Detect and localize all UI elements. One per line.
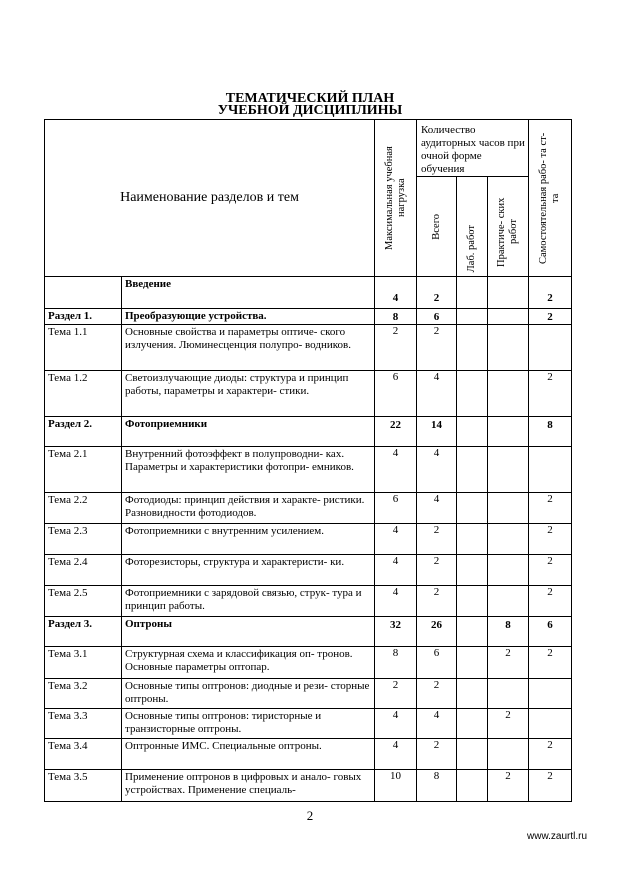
table-row <box>45 417 572 447</box>
row-name: Основные типы оптронов: диодные и рези- сторные оптроны. <box>122 679 375 709</box>
row-code: Раздел 3. <box>45 617 122 647</box>
row-prac <box>488 524 529 555</box>
row-total: 4 <box>417 447 457 493</box>
row-lab <box>457 679 488 709</box>
row-code: Тема 1.2 <box>45 371 122 417</box>
row-lab <box>457 309 488 325</box>
row-total: 4 <box>417 709 457 739</box>
row-lab <box>457 586 488 617</box>
row-self <box>529 679 572 709</box>
row-total: 2 <box>417 586 457 617</box>
row-lab <box>457 647 488 679</box>
row-max: 2 <box>375 679 417 709</box>
row-total: 26 <box>417 617 457 647</box>
row-self: 2 <box>529 647 572 679</box>
row-lab <box>457 447 488 493</box>
row-max: 2 <box>375 325 417 371</box>
row-total: 4 <box>417 371 457 417</box>
row-lab <box>457 524 488 555</box>
table-row <box>45 493 572 524</box>
header-row-top <box>45 120 572 177</box>
row-code: Раздел 1. <box>45 309 122 325</box>
row-max: 6 <box>375 371 417 417</box>
table-row <box>45 309 572 325</box>
column-header-independent <box>529 120 572 277</box>
column-header-lab-text: Лаб. работ <box>466 224 478 272</box>
row-lab <box>457 417 488 447</box>
row-name: Светоизлучающие диоды: структура и принцип работы, параметры и характери- стики. <box>122 371 375 417</box>
row-name: Оптронные ИМС. Специальные оптроны. <box>122 739 375 770</box>
row-code: Раздел 2. <box>45 417 122 447</box>
row-code: Тема 3.3 <box>45 709 122 739</box>
row-total: 2 <box>417 739 457 770</box>
column-header-independent-text: Самостоятельная рабо- та ст-та <box>538 132 562 264</box>
table-body <box>45 277 572 802</box>
website-footer: www.zaurtl.ru <box>527 831 588 842</box>
table-row <box>45 277 572 309</box>
row-prac <box>488 586 529 617</box>
row-self: 2 <box>529 555 572 586</box>
table-row <box>45 770 572 802</box>
row-prac <box>488 679 529 709</box>
row-name: Фоторезисторы, структура и характеристи- ки. <box>122 555 375 586</box>
row-total: 2 <box>417 555 457 586</box>
row-prac <box>488 309 529 325</box>
row-lab <box>457 739 488 770</box>
page-number: 2 <box>306 808 314 823</box>
row-total: 8 <box>417 770 457 802</box>
row-max: 4 <box>375 586 417 617</box>
row-self: 2 <box>529 493 572 524</box>
table-row <box>45 679 572 709</box>
row-total: 2 <box>417 277 457 309</box>
table-row <box>45 325 572 371</box>
table-row <box>45 555 572 586</box>
document-title-line2: УЧЕБНОЙ ДИСЦИПЛИНЫ <box>217 103 403 118</box>
row-max: 4 <box>375 447 417 493</box>
row-lab <box>457 617 488 647</box>
row-name: Фотоприемники с зарядовой связью, струк- тура и принцип работы. <box>122 586 375 617</box>
row-lab <box>457 325 488 371</box>
table-row <box>45 709 572 739</box>
row-name: Фотоприемники с внутренним усилением. <box>122 524 375 555</box>
row-self: 2 <box>529 739 572 770</box>
row-max: 6 <box>375 493 417 524</box>
row-lab <box>457 493 488 524</box>
row-total: 2 <box>417 679 457 709</box>
row-self <box>529 709 572 739</box>
row-name: Фотодиоды: принцип действия и характе- ристики. Разновидности фотодиодов. <box>122 493 375 524</box>
row-prac <box>488 493 529 524</box>
row-name: Введение <box>122 277 375 309</box>
row-max: 4 <box>375 555 417 586</box>
row-code <box>45 277 122 309</box>
row-max: 4 <box>375 709 417 739</box>
row-prac: 2 <box>488 709 529 739</box>
row-self: 8 <box>529 417 572 447</box>
column-header-practical <box>488 177 529 277</box>
row-max: 32 <box>375 617 417 647</box>
row-name: Внутренний фотоэффект в полупроводни- ках. Параметры и характеристики фотопри- емников. <box>122 447 375 493</box>
row-code: Тема 2.5 <box>45 586 122 617</box>
row-prac <box>488 447 529 493</box>
row-code: Тема 2.1 <box>45 447 122 493</box>
row-lab <box>457 555 488 586</box>
table-row <box>45 447 572 493</box>
column-header-practical-text: Практиче- ских работ <box>496 197 520 267</box>
row-self: 2 <box>529 277 572 309</box>
row-total: 6 <box>417 647 457 679</box>
row-self <box>529 325 572 371</box>
row-max: 4 <box>375 277 417 309</box>
row-max: 4 <box>375 739 417 770</box>
row-lab <box>457 709 488 739</box>
row-prac: 2 <box>488 770 529 802</box>
row-total: 2 <box>417 524 457 555</box>
column-header-max-load <box>375 120 417 277</box>
row-prac <box>488 417 529 447</box>
row-name: Структурная схема и классификация оп- тронов. Основные параметры оптопар. <box>122 647 375 679</box>
table-row <box>45 524 572 555</box>
row-name: Основные типы оптронов: тиристорные и транзисторные оптроны. <box>122 709 375 739</box>
row-self <box>529 447 572 493</box>
row-prac <box>488 325 529 371</box>
row-max: 8 <box>375 309 417 325</box>
row-total: 14 <box>417 417 457 447</box>
row-name: Фотоприемники <box>122 417 375 447</box>
table-row <box>45 371 572 417</box>
row-prac <box>488 371 529 417</box>
row-self: 2 <box>529 770 572 802</box>
thematic-plan-table <box>44 119 572 802</box>
table-row <box>45 647 572 679</box>
row-self: 2 <box>529 371 572 417</box>
row-max: 22 <box>375 417 417 447</box>
row-self: 6 <box>529 617 572 647</box>
row-prac: 2 <box>488 647 529 679</box>
row-code: Тема 3.1 <box>45 647 122 679</box>
table-row <box>45 739 572 770</box>
row-code: Тема 3.5 <box>45 770 122 802</box>
table-row <box>45 617 572 647</box>
column-header-max-load-text: Максимальная учебная нагрузка <box>383 146 407 250</box>
row-total: 2 <box>417 325 457 371</box>
row-max: 4 <box>375 524 417 555</box>
row-prac <box>488 739 529 770</box>
row-code: Тема 3.2 <box>45 679 122 709</box>
row-max: 10 <box>375 770 417 802</box>
column-header-name: Наименование разделов и тем <box>45 120 375 277</box>
row-code: Тема 2.4 <box>45 555 122 586</box>
row-self: 2 <box>529 309 572 325</box>
row-lab <box>457 770 488 802</box>
row-self: 2 <box>529 586 572 617</box>
row-name: Преобразующие устройства. <box>122 309 375 325</box>
row-name: Применение оптронов в цифровых и анало- говых устройствах. Применение специаль- <box>122 770 375 802</box>
column-header-aud-hours: Количество аудиторных часов при очной форме обучения <box>417 120 529 177</box>
column-header-total <box>417 177 457 277</box>
row-lab <box>457 371 488 417</box>
row-code: Тема 2.2 <box>45 493 122 524</box>
column-header-lab <box>457 177 488 277</box>
row-lab <box>457 277 488 309</box>
row-name: Оптроны <box>122 617 375 647</box>
row-prac <box>488 277 529 309</box>
row-code: Тема 3.4 <box>45 739 122 770</box>
row-name: Основные свойства и параметры оптиче- ского излучения. Люминесценция полупро- водников. <box>122 325 375 371</box>
row-total: 4 <box>417 493 457 524</box>
row-prac: 8 <box>488 617 529 647</box>
row-self: 2 <box>529 524 572 555</box>
row-code: Тема 2.3 <box>45 524 122 555</box>
row-total: 6 <box>417 309 457 325</box>
row-max: 8 <box>375 647 417 679</box>
row-code: Тема 1.1 <box>45 325 122 371</box>
row-prac <box>488 555 529 586</box>
column-header-total-text: Всего <box>430 213 442 240</box>
table-row <box>45 586 572 617</box>
document-title-line1: ТЕМАТИЧЕСКИЙ ПЛАН <box>225 91 395 106</box>
